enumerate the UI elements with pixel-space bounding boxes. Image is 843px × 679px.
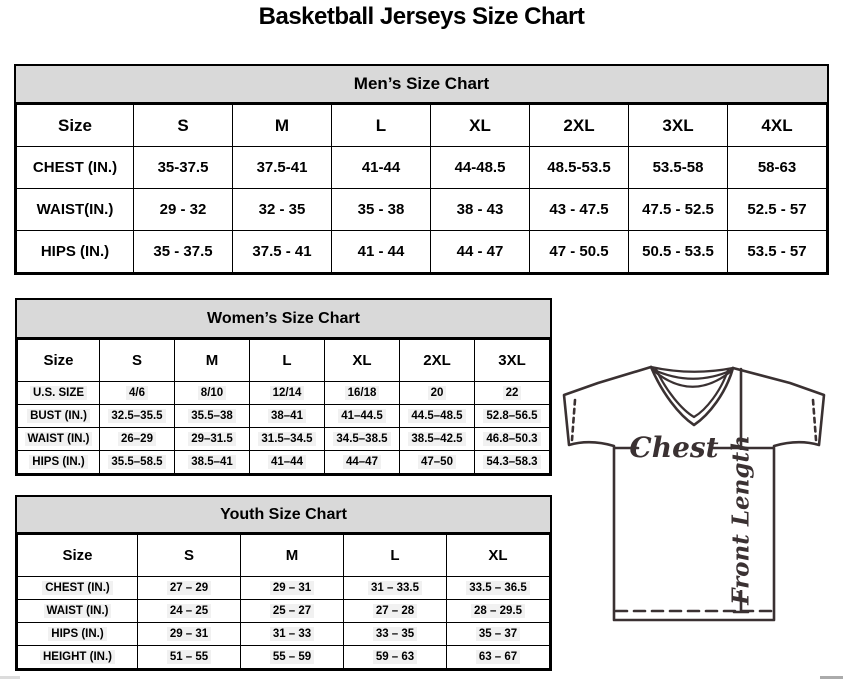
measurement-value-cell: 26–29 xyxy=(100,428,175,451)
row-label-cell: BUST (IN.) xyxy=(18,405,100,428)
measurement-row xyxy=(18,382,550,405)
measurement-value-cell: 34.5–38.5 xyxy=(325,428,400,451)
measurement-value-cell: 44.5–48.5 xyxy=(400,405,475,428)
row-label-cell: WAIST(IN.) xyxy=(17,189,134,231)
measurement-value-cell: 31 – 33.5 xyxy=(344,577,447,600)
measurement-value-cell: 29 – 31 xyxy=(138,623,241,646)
measurement-value-cell: 35 – 37 xyxy=(447,623,550,646)
measurement-row xyxy=(18,600,550,623)
measurement-value-cell: 53.5-58 xyxy=(629,147,728,189)
measurement-value-cell: 35.5–38 xyxy=(175,405,250,428)
mens-table-grid xyxy=(16,104,827,273)
measurement-value-cell: 29–31.5 xyxy=(175,428,250,451)
size-column-header: L xyxy=(332,105,431,147)
row-label-cell: HIPS (IN.) xyxy=(18,623,138,646)
measurement-value-cell: 31 – 33 xyxy=(241,623,344,646)
measurement-row xyxy=(18,428,550,451)
youth-table-grid xyxy=(17,534,550,669)
measurement-value-cell: 55 – 59 xyxy=(241,646,344,669)
mens-size-table xyxy=(14,64,829,275)
size-column-header: L xyxy=(344,535,447,577)
measurement-value-cell: 52.8–56.5 xyxy=(475,405,550,428)
measurement-row xyxy=(18,405,550,428)
measurement-row xyxy=(17,189,827,231)
measurement-value-cell: 52.5 - 57 xyxy=(728,189,827,231)
measurement-value-cell: 35-37.5 xyxy=(134,147,233,189)
measurement-value-cell: 35 - 37.5 xyxy=(134,231,233,273)
measurement-value-cell: 44-48.5 xyxy=(431,147,530,189)
size-column-header: M xyxy=(233,105,332,147)
measurement-value-cell: 37.5-41 xyxy=(233,147,332,189)
mens-table-title: Men’s Size Chart xyxy=(16,66,827,104)
measurement-value-cell: 33.5 – 36.5 xyxy=(447,577,550,600)
measurement-value-cell: 29 – 31 xyxy=(241,577,344,600)
size-column-header: XL xyxy=(447,535,550,577)
measurement-value-cell: 58-63 xyxy=(728,147,827,189)
size-corner-cell: Size xyxy=(18,535,138,577)
size-column-header: S xyxy=(138,535,241,577)
measurement-value-cell: 47–50 xyxy=(400,451,475,474)
size-column-header: 2XL xyxy=(400,340,475,382)
measurement-row xyxy=(18,623,550,646)
size-column-header: XL xyxy=(325,340,400,382)
measurement-row xyxy=(17,231,827,273)
measurement-value-cell: 35 - 38 xyxy=(332,189,431,231)
measurement-value-cell: 53.5 - 57 xyxy=(728,231,827,273)
measurement-value-cell: 22 xyxy=(475,382,550,405)
measurement-value-cell: 46.8–50.3 xyxy=(475,428,550,451)
size-column-header: XL xyxy=(431,105,530,147)
youth-table-title: Youth Size Chart xyxy=(17,497,550,534)
youth-size-table xyxy=(15,495,552,671)
row-label-cell: HEIGHT (IN.) xyxy=(18,646,138,669)
measurement-value-cell: 31.5–34.5 xyxy=(250,428,325,451)
row-label-cell: U.S. SIZE xyxy=(18,382,100,405)
measurement-value-cell: 37.5 - 41 xyxy=(233,231,332,273)
measurement-value-cell: 32 - 35 xyxy=(233,189,332,231)
measurement-row xyxy=(18,577,550,600)
size-column-header: S xyxy=(134,105,233,147)
measurement-value-cell: 38.5–42.5 xyxy=(400,428,475,451)
row-label-cell: CHEST (IN.) xyxy=(17,147,134,189)
chest-label: Chest xyxy=(629,431,719,464)
womens-table-grid xyxy=(17,339,550,474)
measurement-value-cell: 8/10 xyxy=(175,382,250,405)
measurement-value-cell: 47 - 50.5 xyxy=(530,231,629,273)
measurement-value-cell: 20 xyxy=(400,382,475,405)
size-column-header: L xyxy=(250,340,325,382)
size-header-row xyxy=(17,105,827,147)
size-column-header: 3XL xyxy=(475,340,550,382)
size-header-row xyxy=(18,535,550,577)
measurement-value-cell: 38.5–41 xyxy=(175,451,250,474)
row-label-cell: WAIST (IN.) xyxy=(18,428,100,451)
measurement-value-cell: 50.5 - 53.5 xyxy=(629,231,728,273)
measurement-value-cell: 4/6 xyxy=(100,382,175,405)
measurement-value-cell: 29 - 32 xyxy=(134,189,233,231)
front-length-label: Front Length xyxy=(727,435,755,605)
measurement-value-cell: 54.3–58.3 xyxy=(475,451,550,474)
measurement-value-cell: 32.5–35.5 xyxy=(100,405,175,428)
measurement-value-cell: 41-44 xyxy=(332,147,431,189)
size-header-row xyxy=(18,340,550,382)
measurement-value-cell: 33 – 35 xyxy=(344,623,447,646)
womens-size-table xyxy=(15,298,552,476)
measurement-row xyxy=(18,451,550,474)
measurement-row xyxy=(17,147,827,189)
measurement-value-cell: 28 – 29.5 xyxy=(447,600,550,623)
measurement-value-cell: 27 – 29 xyxy=(138,577,241,600)
measurement-value-cell: 63 – 67 xyxy=(447,646,550,669)
measurement-value-cell: 35.5–58.5 xyxy=(100,451,175,474)
measurement-value-cell: 48.5-53.5 xyxy=(530,147,629,189)
measurement-value-cell: 47.5 - 52.5 xyxy=(629,189,728,231)
measurement-row xyxy=(18,646,550,669)
row-label-cell: WAIST (IN.) xyxy=(18,600,138,623)
measurement-value-cell: 24 – 25 xyxy=(138,600,241,623)
measurement-value-cell: 44 - 47 xyxy=(431,231,530,273)
size-corner-cell: Size xyxy=(17,105,134,147)
jersey-outline-path xyxy=(564,367,824,620)
row-label-cell: CHEST (IN.) xyxy=(18,577,138,600)
measurement-value-cell: 41 - 44 xyxy=(332,231,431,273)
measurement-value-cell: 16/18 xyxy=(325,382,400,405)
size-column-header: S xyxy=(100,340,175,382)
size-column-header: 2XL xyxy=(530,105,629,147)
size-corner-cell: Size xyxy=(18,340,100,382)
row-label-cell: HIPS (IN.) xyxy=(18,451,100,474)
right-cuff-dashed-line xyxy=(813,400,816,440)
page-title: Basketball Jerseys Size Chart xyxy=(258,3,585,30)
measurement-value-cell: 41–44 xyxy=(250,451,325,474)
size-column-header: M xyxy=(241,535,344,577)
left-cuff-dashed-line xyxy=(572,400,575,440)
size-column-header: M xyxy=(175,340,250,382)
measurement-value-cell: 43 - 47.5 xyxy=(530,189,629,231)
measurement-value-cell: 27 – 28 xyxy=(344,600,447,623)
measurement-value-cell: 59 – 63 xyxy=(344,646,447,669)
measurement-value-cell: 38 - 43 xyxy=(431,189,530,231)
measurement-value-cell: 12/14 xyxy=(250,382,325,405)
measurement-value-cell: 25 – 27 xyxy=(241,600,344,623)
womens-table-title: Women’s Size Chart xyxy=(17,300,550,339)
measurement-value-cell: 38–41 xyxy=(250,405,325,428)
size-column-header: 3XL xyxy=(629,105,728,147)
measurement-value-cell: 44–47 xyxy=(325,451,400,474)
jersey-diagram xyxy=(558,355,840,635)
measurement-value-cell: 51 – 55 xyxy=(138,646,241,669)
row-label-cell: HIPS (IN.) xyxy=(17,231,134,273)
measurement-value-cell: 41–44.5 xyxy=(325,405,400,428)
size-column-header: 4XL xyxy=(728,105,827,147)
